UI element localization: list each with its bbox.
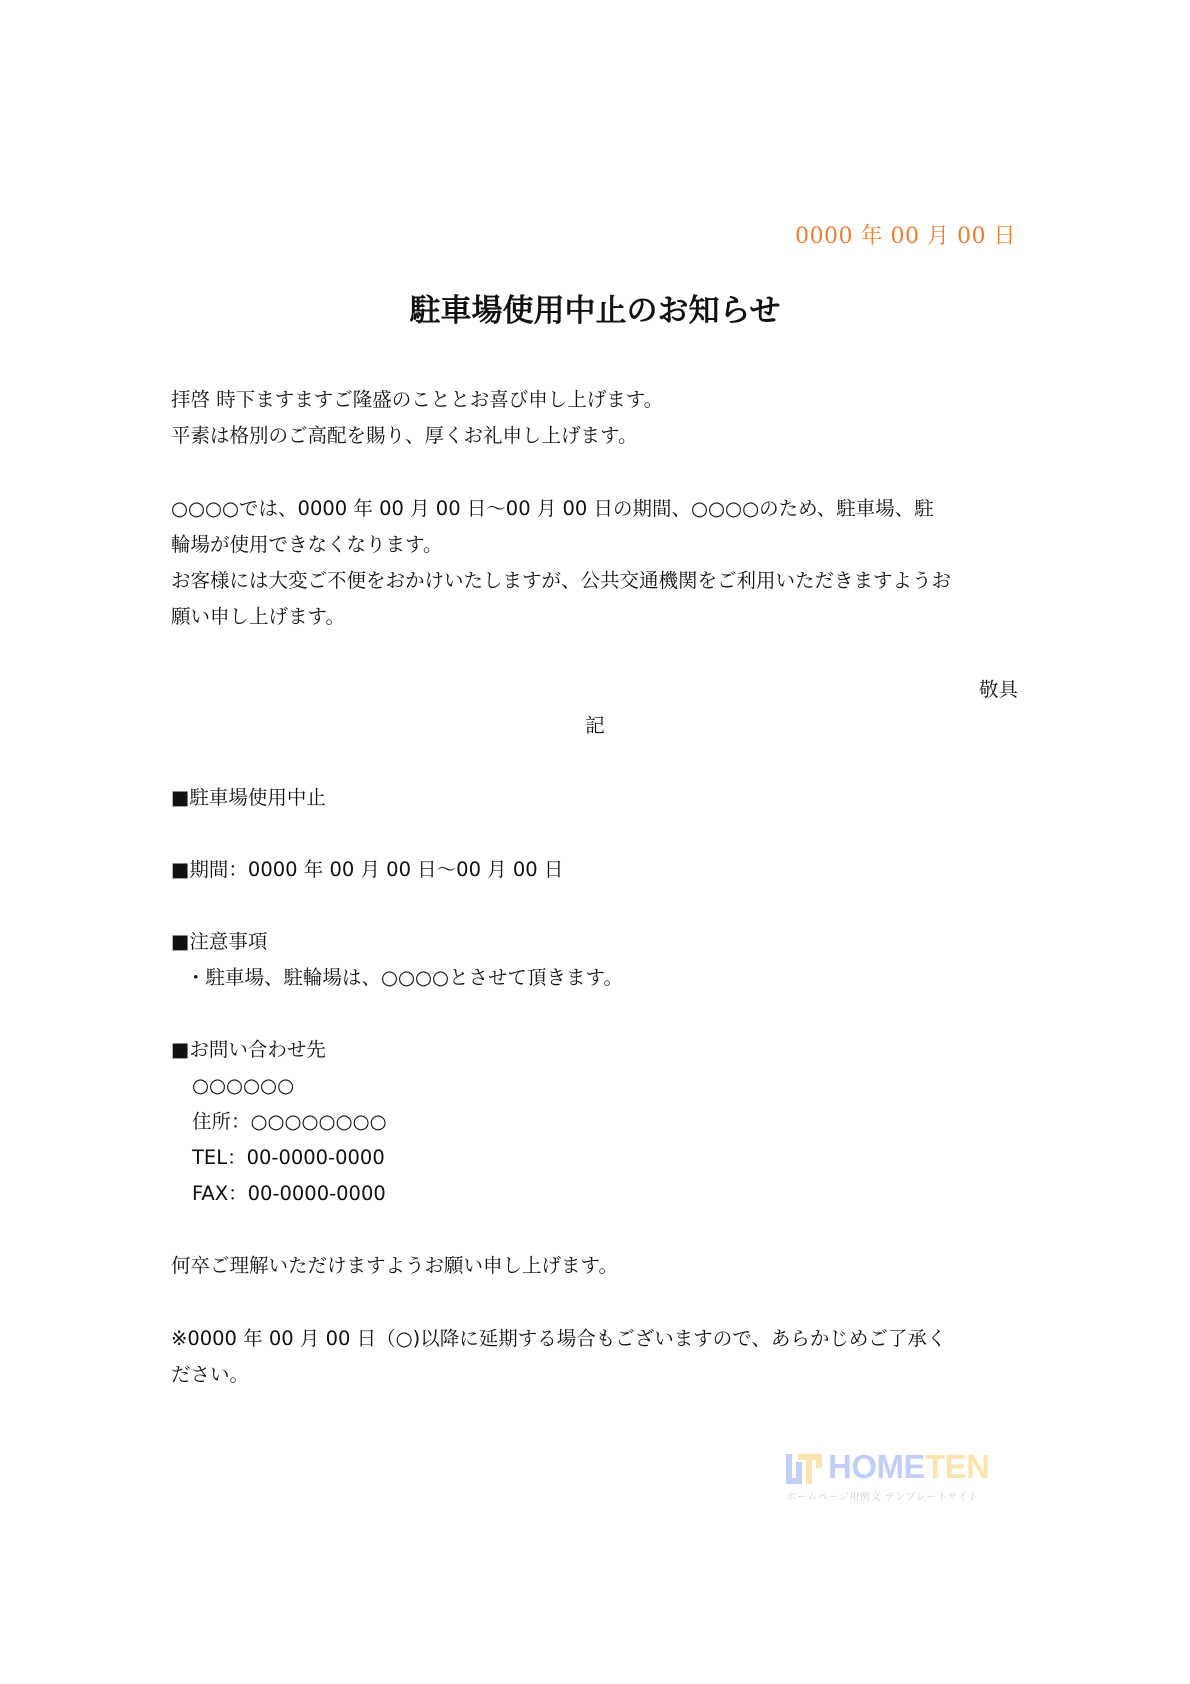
- contact-address: 住所：○○○○○○○○: [192, 1110, 387, 1133]
- brand-home: HOME: [828, 1448, 925, 1485]
- section-period: ■期間：0000 年 00 月 00 日～00 月 00 日: [171, 858, 564, 881]
- document-date: 0000 年 00 月 00 日: [795, 224, 1016, 249]
- section-notes-heading: ■注意事項: [171, 930, 268, 953]
- hometen-logo-icon: [786, 1454, 822, 1484]
- brand-ten: TEN: [925, 1448, 990, 1485]
- section-contact-heading: ■お問い合わせ先: [171, 1038, 326, 1061]
- contact-name: ○○○○○○: [192, 1074, 295, 1097]
- ki-heading: 記: [585, 714, 605, 737]
- note-line-1: ※0000 年 00 月 00 日（○)以降に延期する場合もございますので、あらかじめご了承く: [171, 1327, 947, 1350]
- hometen-subtitle: ホームページ用例文 テンプレートサイト: [786, 1492, 979, 1503]
- hometen-wordmark: [828, 1448, 990, 1486]
- section-notes-item: ・駐車場、駐輪場は、○○○○とさせて頂きます。: [186, 966, 623, 989]
- hometen-watermark-logo: [786, 1448, 1016, 1503]
- request-line: 何卒ご理解いただけますようお願い申し上げます。: [171, 1254, 618, 1277]
- section-suspension: ■駐車場使用中止: [171, 786, 326, 809]
- body-line-1: ○○○○では、0000 年 00 月 00 日～00 月 00 日の期間、○○○○のため、駐車場、駐: [171, 497, 934, 520]
- body-line-3: お客様には大変ご不便をおかけいたしますが、公共交通機関をご利用いただきますようお: [171, 569, 952, 592]
- body-line-2: 輪場が使用できなくなります。: [171, 533, 443, 556]
- document-title: 駐車場使用中止のお知らせ: [409, 293, 781, 329]
- note-line-2: ださい。: [171, 1363, 250, 1386]
- greeting-line-2: 平素は格別のご高配を賜り、厚くお礼申し上げます。: [171, 424, 638, 447]
- closing-keigu: 敬具: [978, 678, 1018, 701]
- contact-tel: TEL：00-0000-0000: [192, 1146, 385, 1169]
- contact-fax: FAX：00-0000-0000: [192, 1182, 386, 1205]
- body-line-4: 願い申し上げます。: [171, 605, 345, 628]
- greeting-line-1: 拝啓 時下ますますご隆盛のこととお喜び申し上げます。: [171, 388, 664, 411]
